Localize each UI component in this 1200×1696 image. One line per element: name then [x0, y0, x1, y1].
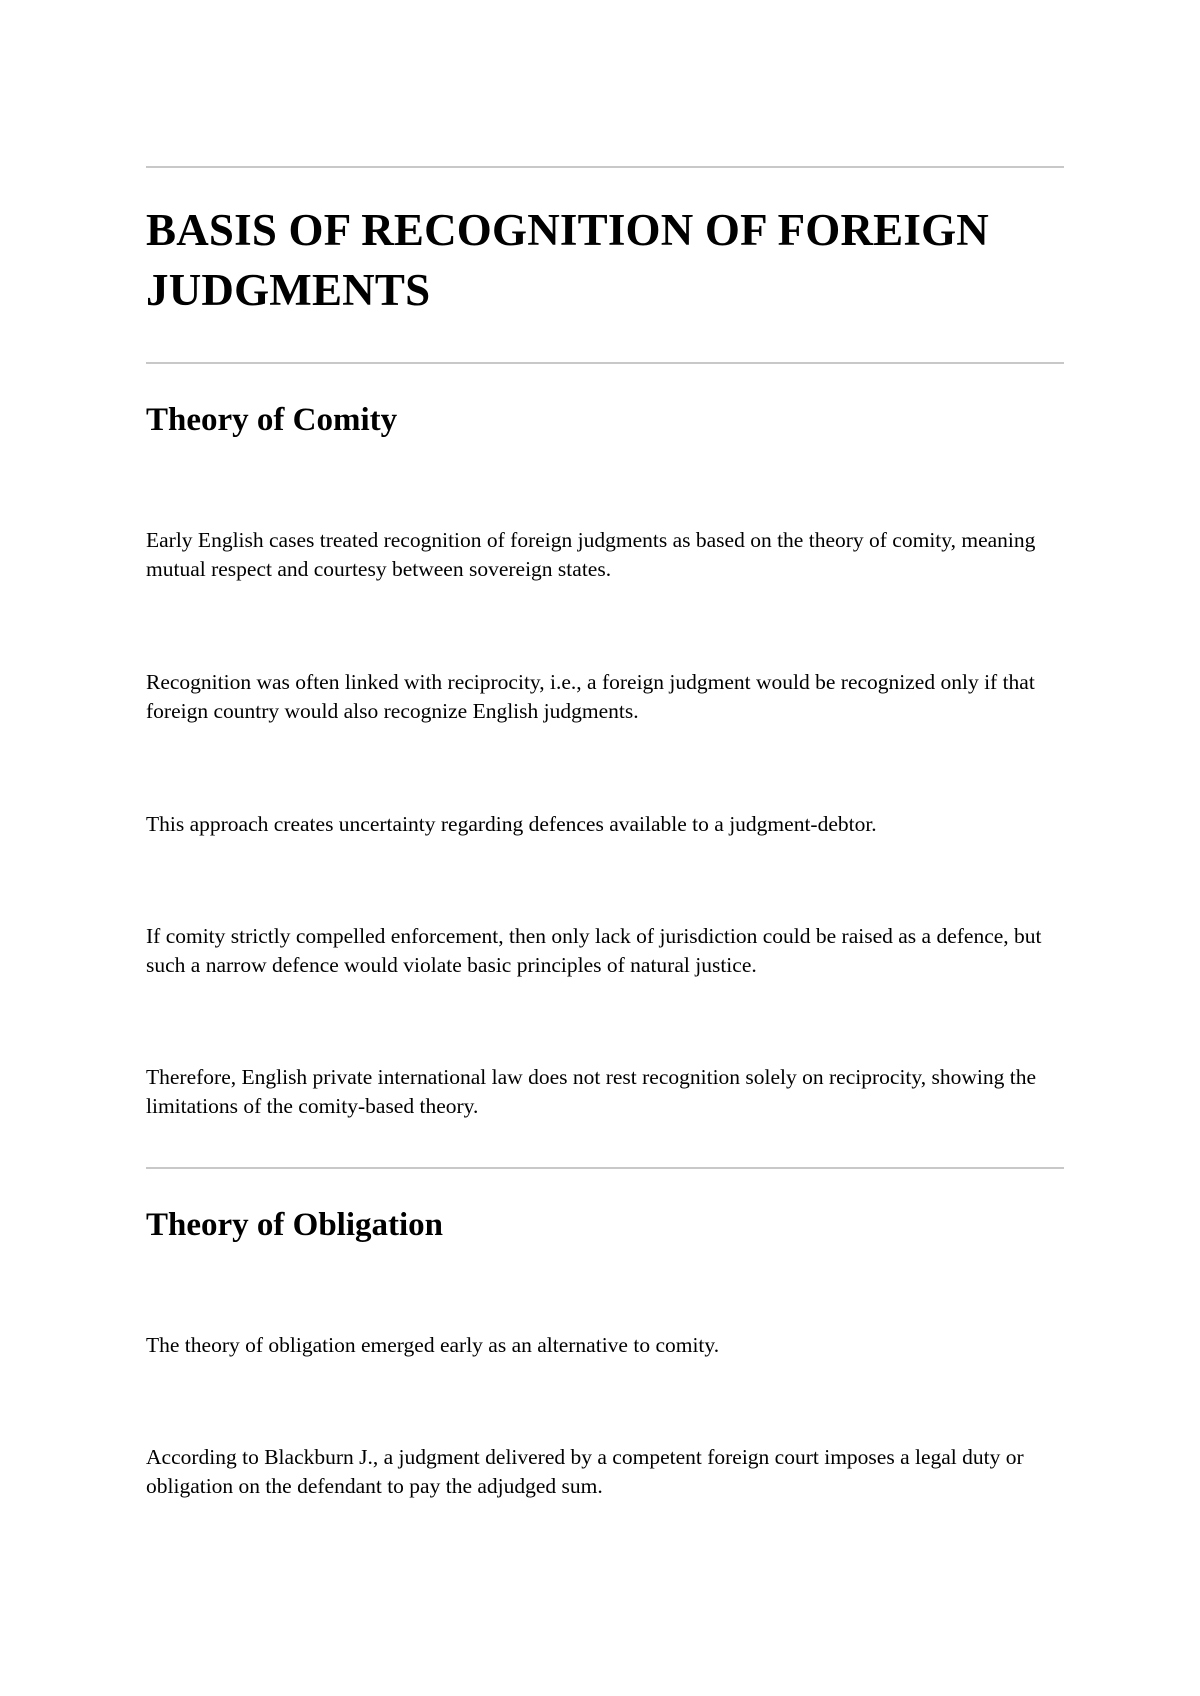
document-title: BASIS OF RECOGNITION OF FOREIGN JUDGMENTS	[146, 205, 989, 315]
horizontal-rule-top	[146, 166, 1064, 168]
paragraph-obligation-1: The theory of obligation emerged early as an alternative to comity.	[146, 1333, 720, 1357]
horizontal-rule-between-sections	[146, 1167, 1064, 1169]
paragraph-comity-3: This approach creates uncertainty regarding defences available to a judgment-debtor.	[146, 812, 877, 836]
section-heading-comity: Theory of Comity	[146, 402, 398, 438]
paragraph-comity-4: If comity strictly compelled enforcement, then only lack of jurisdiction could be raised as a defence, but such a narrow defence would violate basic principles of natural justice.	[146, 924, 1042, 977]
paragraph-obligation-2: According to Blackburn J., a judgment delivered by a competent foreign court imposes a legal duty or obligation on the defendant to pay the adjudged sum.	[146, 1445, 1024, 1498]
paragraph-comity-1: Early English cases treated recognition of foreign judgments as based on the theory of comity, meaning mutual respect and courtesy between sovereign states.	[146, 528, 1036, 581]
paragraph-comity-5: Therefore, English private international law does not rest recognition solely on reciprocity, showing the limitations of the comity-based theory.	[146, 1065, 1037, 1118]
horizontal-rule-after-title	[146, 362, 1064, 364]
paragraph-comity-2: Recognition was often linked with reciprocity, i.e., a foreign judgment would be recognized only if that foreign country would also recognize English judgments.	[146, 670, 1035, 723]
section-heading-obligation: Theory of Obligation	[146, 1207, 444, 1243]
